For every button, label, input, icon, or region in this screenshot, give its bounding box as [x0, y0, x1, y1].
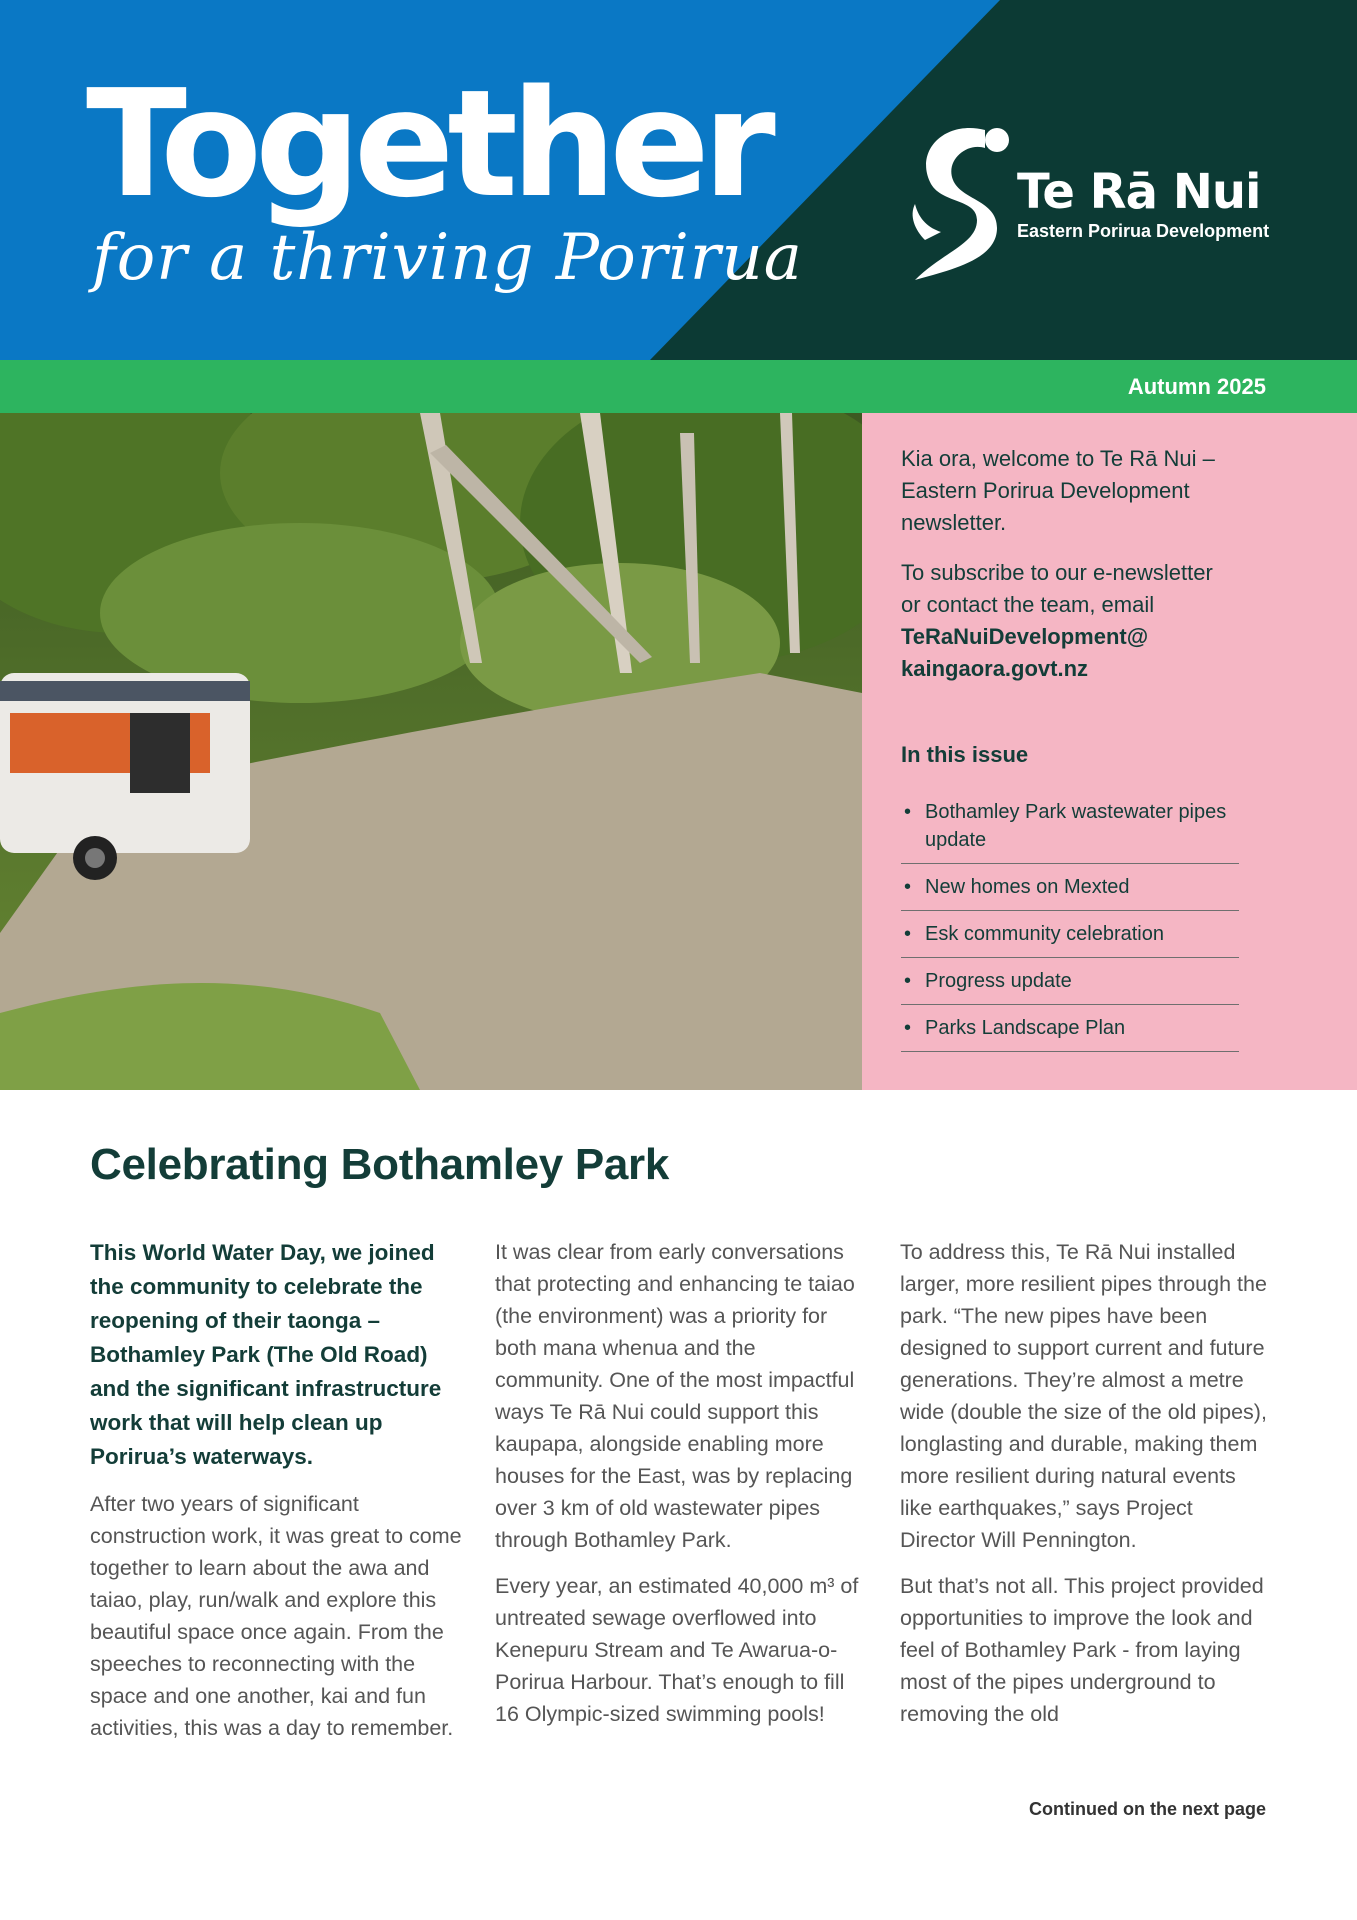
- edition-band: [0, 360, 1357, 413]
- article-paragraph: Every year, an estimated 40,000 m³ of untreated sewage overflowed into Kenepuru Stream and Te Awarua-o-Porirua Harbour. That’s enough to fill 16 Olympic-sized swimming pools!: [495, 1574, 859, 1726]
- logo-subtitle: Eastern Porirua Development: [1017, 221, 1270, 241]
- issue-item[interactable]: • Progress update: [901, 958, 1239, 1005]
- photo-illustration: [0, 413, 862, 1090]
- article-paragraph: After two years of significant construction work, it was great to come together to learn about the awa and taiao, play, run/walk and explore this beautiful space once again. From the speeches to reconnecting with the space and one another, kai and fun activities, this was a day to remember.: [90, 1492, 462, 1740]
- article-column-2: [495, 1236, 867, 1744]
- issue-item[interactable]: • New homes on Mexted: [901, 864, 1239, 911]
- issue-item[interactable]: • Bothamley Park wastewater pipes update: [901, 789, 1239, 864]
- subscribe-block: [901, 557, 1231, 685]
- article-column-3: [900, 1236, 1272, 1744]
- masthead: [0, 0, 1357, 360]
- article-heading: Celebrating Bothamley Park: [90, 1140, 670, 1189]
- email-link-line2[interactable]: kaingaora.govt.nz: [901, 656, 1089, 681]
- issue-item[interactable]: • Esk community celebration: [901, 911, 1239, 958]
- continued-note: Continued on the next page: [1029, 1799, 1266, 1819]
- article-paragraph: To address this, Te Rā Nui installed larger, more resilient pipes through the park. “The new pipes have been designed to support current and future generations. They’re almost a metre wide (double the size of the old pipes), longlasting and durable, making them more resilient during natural events like earthquakes,” says Project Director Will Pennington.: [900, 1240, 1267, 1552]
- community-event-photo: [0, 413, 862, 1090]
- issue-list: [901, 789, 1239, 1052]
- email-link-line1[interactable]: TeRaNuiDevelopment@: [901, 624, 1149, 649]
- welcome-text: Kia ora, welcome to Te Rā Nui – Eastern Porirua Development newsletter.: [901, 446, 1215, 535]
- article-paragraph: It was clear from early conversations that protecting and enhancing te taiao (the environment) was a priority for both mana whenua and the community. One of the most impactful ways Te Rā Nui could support this kaupapa, alongside enabling more houses for the East, was by replacing over 3 km of old wastewater pipes through Bothamley Park.: [495, 1240, 855, 1552]
- te-ra-nui-logo-icon: [905, 120, 1015, 290]
- logo-name: Te Rā Nui: [1017, 164, 1261, 220]
- in-this-issue-title: In this issue: [901, 742, 1029, 767]
- issue-item[interactable]: • Parks Landscape Plan: [901, 1005, 1239, 1052]
- intro-sidebar: [862, 413, 1357, 1090]
- newsletter-title: Together: [86, 58, 769, 230]
- newsletter-tagline: for a thriving Porirua: [92, 221, 803, 295]
- article-paragraph: But that’s not all. This project provided opportunities to improve the look and feel of Bothamley Park - from laying most of the pipes underground to removing the old: [900, 1574, 1264, 1726]
- article-column-1: [90, 1236, 462, 1758]
- edition-label: Autumn 2025: [1127, 374, 1266, 399]
- subscribe-text: To subscribe to our e-newsletter or contact the team, email: [901, 560, 1213, 617]
- article-lead: This World Water Day, we joined the community to celebrate the reopening of their taonga – Bothamley Park (The Old Road) and the significant infrastructure work that will help clean up Porirua’s waterways.: [90, 1240, 442, 1469]
